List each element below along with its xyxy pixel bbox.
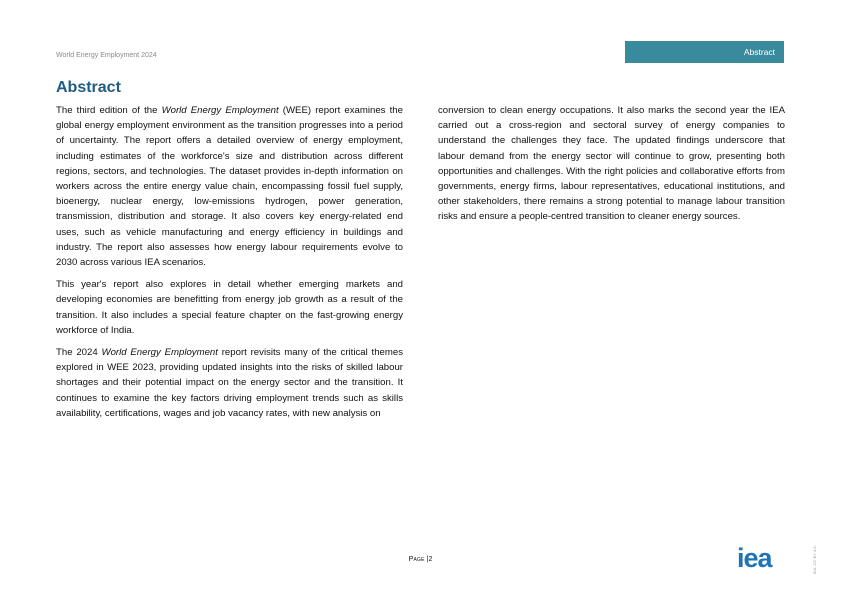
right-column: [438, 103, 785, 232]
report-title-emphasis: World Energy Employment: [161, 105, 279, 116]
page-title: Abstract: [56, 79, 121, 96]
paragraph-3-intro: The 2024: [56, 347, 102, 359]
page-word: Page: [408, 556, 425, 563]
paragraph-2: This year's report also explores in detail whether emerging markets and developing economies are benefitting from energy job growth as a result of the transition. It also includes a special feature chapter on the fast-growing energy workforce of India.: [56, 279, 403, 336]
page-separator: |: [426, 556, 429, 563]
page-number-value: 2: [428, 556, 433, 563]
left-column: [56, 103, 403, 428]
iea-logo-text: iea: [737, 546, 772, 570]
running-header: World Energy Employment 2024: [56, 52, 157, 59]
paragraph-1-body: (WEE) report examines the global energy employment environment as the transition progresses into a period of uncertainty. The report offers a detailed overview of energy employment, including estimates of the workforce's size and distribution across different regions, sectors, and technologies. The dataset provides in-depth information on workers across the entire energy value chain, encompassing fossil fuel supply, bioenergy, nuclear energy, low-emissions hydrogen, power generation, transmission, distribution and storage. It also covers key energy-related end uses, such as vehicle manufacturing and energy efficiency in buildings and industry. The report also assesses how energy labour requirements evolve to 2030 across various IEA scenarios.: [56, 105, 403, 269]
licence-text: IEA. CC BY 4.0.: [812, 545, 817, 574]
iea-logo: [737, 546, 785, 570]
paragraph-1-intro: The third edition of the: [56, 105, 162, 116]
report-title-emphasis: World Energy Employment: [101, 347, 218, 359]
paragraph-3: [56, 345, 403, 421]
page-number: [0, 556, 841, 563]
section-tab-label: Abstract: [743, 47, 775, 57]
section-tab: [625, 41, 784, 63]
paragraph-1: [56, 103, 403, 270]
paragraph-3-body: report revisits many of the critical themes explored in WEE 2023, providing updated insights into the risks of skilled labour shortages and their potential impact on the energy sector and the transition. It continues to examine the key factors driving employment trends such as skills availability, certifications, wages and job vacancy rates, with new analysis on: [56, 347, 403, 419]
paragraph-4: conversion to clean energy occupations. It also marks the second year the IEA carried out a cross-region and sectoral survey of energy companies to understand the challenges they face. The updated findings underscore that labour demand from the energy sector will continue to grow, presenting both opportunities and challenges. With the right policies and collaborative efforts from governments, energy firms, labour representatives, educational institutions, and other stakeholders, there remains a strong potential to manage labour transition risks and ensure a people-centred transition to cleaner energy sources.: [438, 105, 785, 223]
